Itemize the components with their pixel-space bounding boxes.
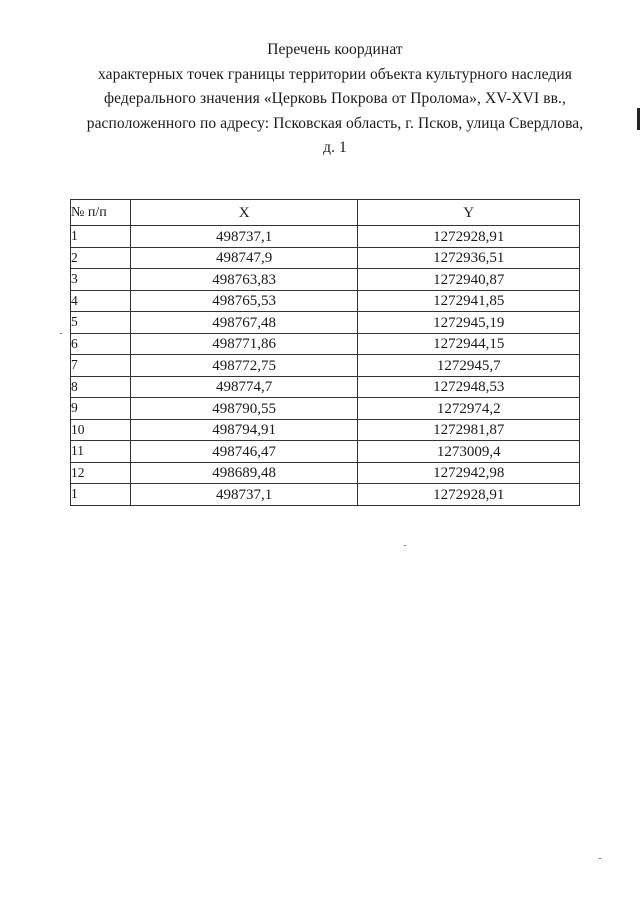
- cell-x: 498689,48: [130, 462, 358, 484]
- cell-x: 498763,83: [130, 269, 358, 291]
- table-row: [71, 441, 580, 463]
- table-body: [71, 226, 580, 506]
- cell-y: 1272944,15: [358, 333, 580, 355]
- title-line-5: д. 1: [323, 139, 347, 156]
- header-y: Y: [358, 200, 580, 226]
- cell-y: 1272981,87: [358, 419, 580, 441]
- cell-number: 7: [71, 355, 131, 377]
- title-line-3: федерального значения «Церковь Покрова от Пролома», XV-XVI вв.,: [103, 90, 566, 107]
- scan-speck: [404, 545, 406, 546]
- cell-y: 1272936,51: [358, 247, 580, 269]
- table-row: [71, 355, 580, 377]
- cell-x: 498771,86: [130, 333, 358, 355]
- cell-x: 498794,91: [130, 419, 358, 441]
- cell-number: 8: [71, 376, 131, 398]
- table-row: [71, 419, 580, 441]
- scan-speck: [60, 333, 62, 334]
- cell-number: 10: [71, 419, 131, 441]
- table-row: [71, 226, 580, 248]
- cell-number: 12: [71, 462, 131, 484]
- title-line-1: Перечень координат: [267, 41, 403, 58]
- cell-y: 1272942,98: [358, 462, 580, 484]
- table-row: [71, 376, 580, 398]
- cell-number: 6: [71, 333, 131, 355]
- table-row: [71, 398, 580, 420]
- cell-x: 498774,7: [130, 376, 358, 398]
- cell-x: 498737,1: [130, 484, 358, 506]
- cell-y: 1272940,87: [358, 269, 580, 291]
- cell-x: 498737,1: [130, 226, 358, 248]
- cell-number: 2: [71, 247, 131, 269]
- cell-x: 498767,48: [130, 312, 358, 334]
- cell-y: 1272928,91: [358, 484, 580, 506]
- header-x: X: [130, 200, 358, 226]
- header-number: № п/п: [71, 200, 131, 226]
- scan-speck: [599, 858, 601, 859]
- cell-y: 1272945,19: [358, 312, 580, 334]
- table-row: [71, 269, 580, 291]
- table-row: [71, 484, 580, 506]
- cell-number: 1: [71, 484, 131, 506]
- cell-number: 9: [71, 398, 131, 420]
- cell-x: 498746,47: [130, 441, 358, 463]
- cell-number: 4: [71, 290, 131, 312]
- table-row: [71, 462, 580, 484]
- table-row: [71, 312, 580, 334]
- table-row: [71, 290, 580, 312]
- table-row: [71, 247, 580, 269]
- cell-y: 1273009,4: [358, 441, 580, 463]
- cell-number: 1: [71, 226, 131, 248]
- cell-number: 3: [71, 269, 131, 291]
- cell-x: 498765,53: [130, 290, 358, 312]
- coordinates-table: [70, 199, 580, 506]
- cell-x: 498772,75: [130, 355, 358, 377]
- cell-y: 1272941,85: [358, 290, 580, 312]
- cell-number: 11: [71, 441, 131, 463]
- table-row: [71, 333, 580, 355]
- cell-y: 1272945,7: [358, 355, 580, 377]
- cell-x: 498790,55: [130, 398, 358, 420]
- cell-y: 1272928,91: [358, 226, 580, 248]
- title-line-4: расположенного по адресу: Псковская область, г. Псков, улица Свердлова,: [86, 114, 584, 132]
- cell-y: 1272948,53: [358, 376, 580, 398]
- cell-y: 1272974,2: [358, 398, 580, 420]
- table-header-row: [71, 200, 580, 226]
- document-title: [40, 38, 630, 161]
- cell-number: 5: [71, 312, 131, 334]
- cell-x: 498747,9: [130, 247, 358, 269]
- title-line-2: характерных точек границы территории объекта культурного наследия: [97, 65, 573, 83]
